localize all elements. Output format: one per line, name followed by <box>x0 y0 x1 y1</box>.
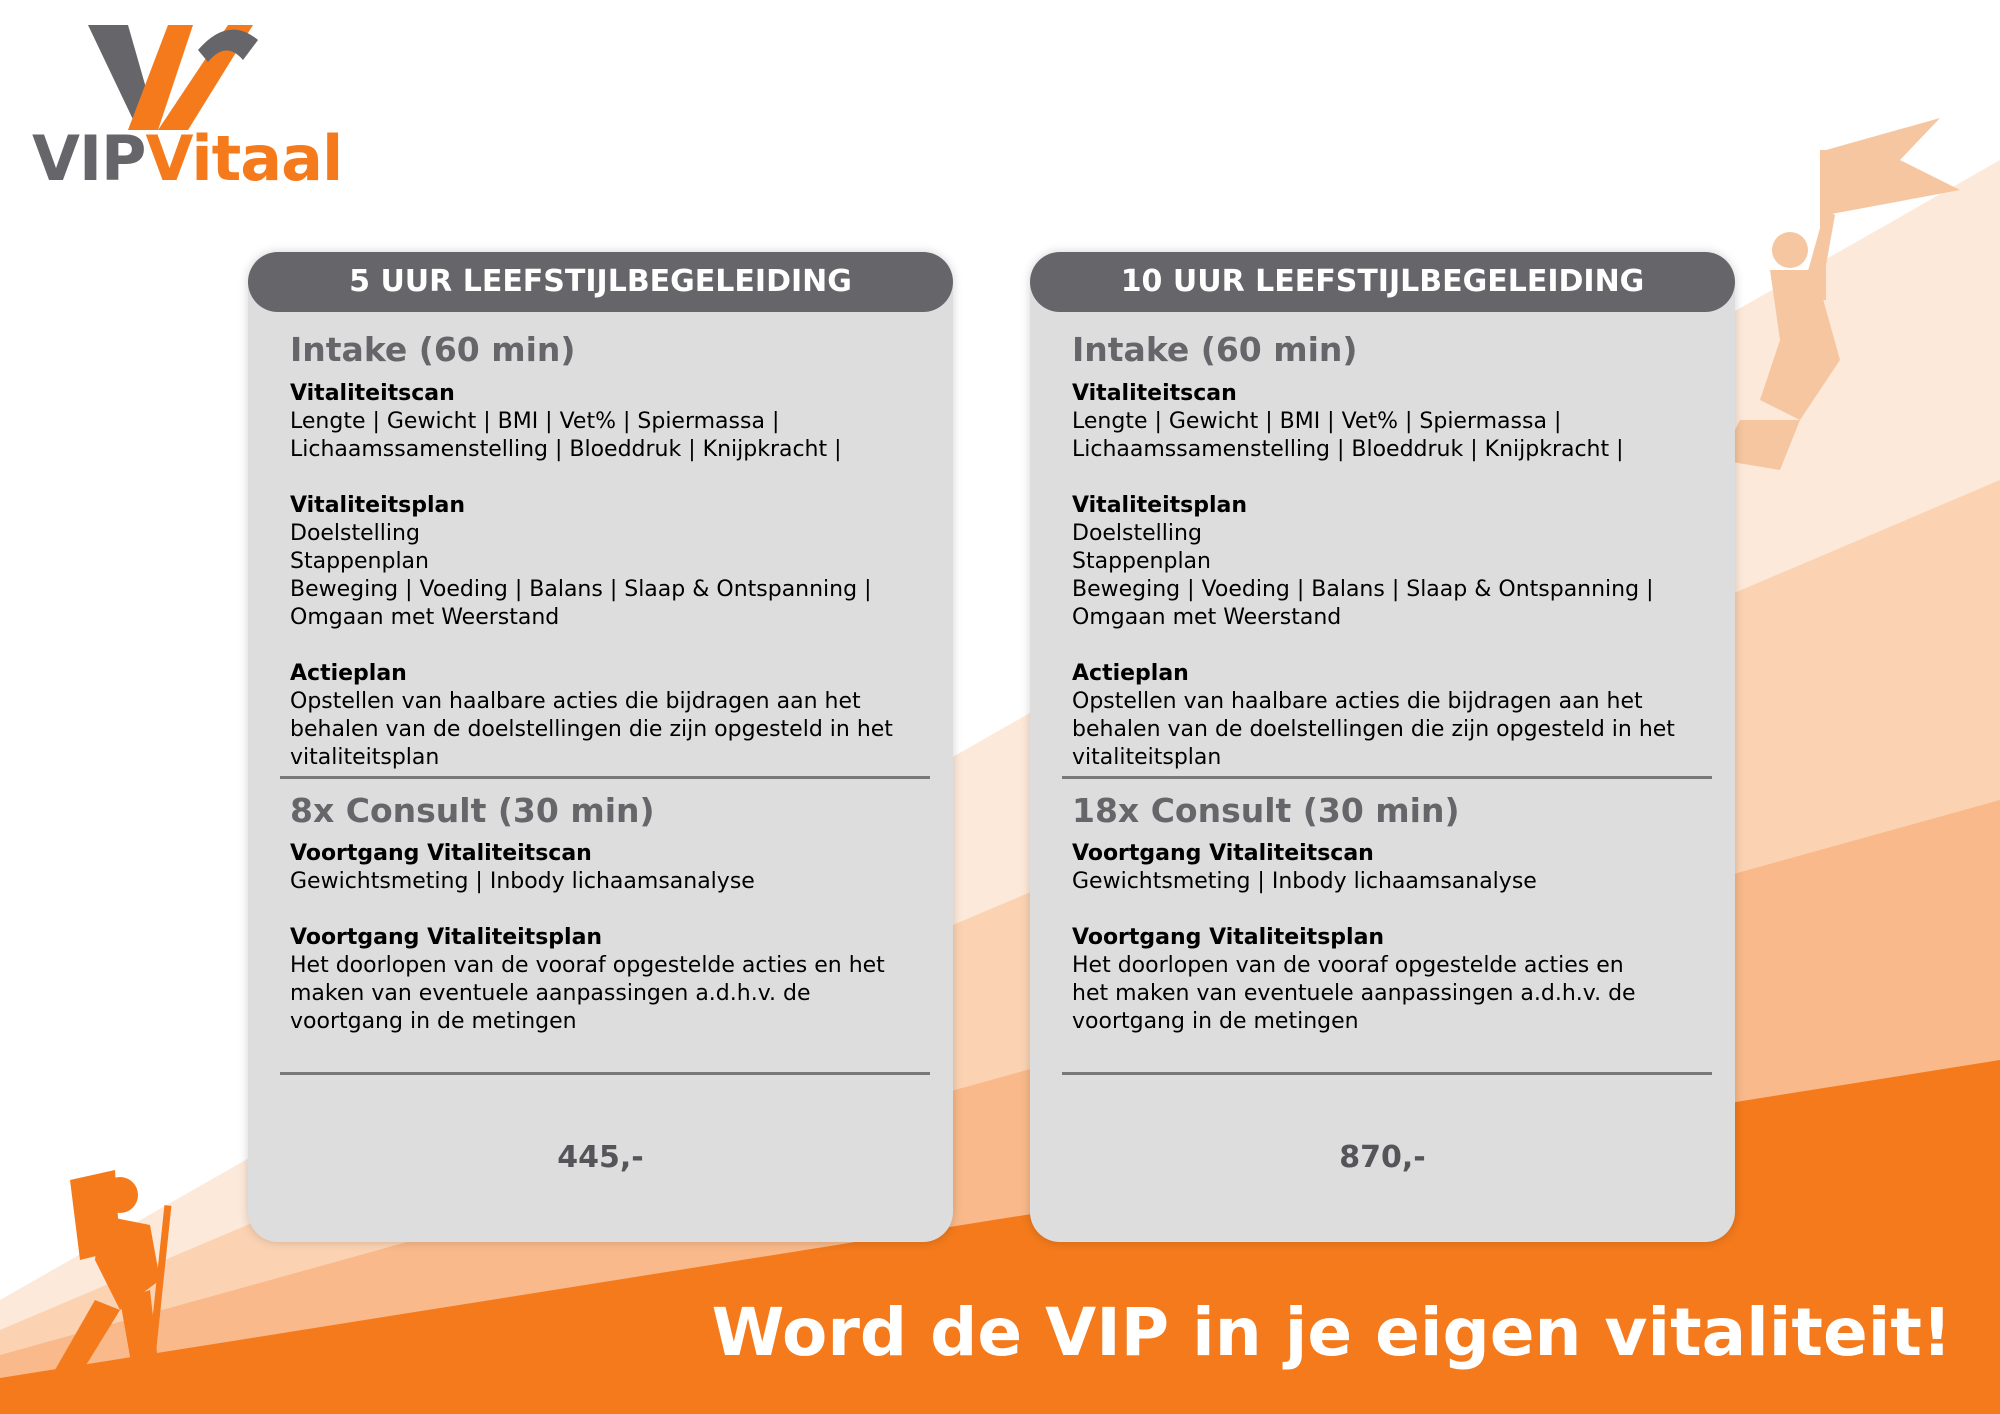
scan-line: Lichaamssamenstelling | Bloeddruk | Knijpkracht | <box>290 436 842 462</box>
card-body <box>290 330 920 1087</box>
package-price: 445,- <box>557 1140 644 1175</box>
plan-line: Omgaan met Weerstand <box>290 604 560 630</box>
progress-scan-title: Voortgang Vitaliteitscan <box>290 841 592 867</box>
scan-title: Vitaliteitscan <box>290 380 455 406</box>
logo-text-vitaal: Vitaal <box>145 122 343 195</box>
action-line: vitaliteitsplan <box>1072 744 1222 770</box>
progress-plan-line: maken van eventuele aanpassingen a.d.h.v. de <box>290 981 811 1007</box>
action-title: Actieplan <box>1072 660 1189 686</box>
plan-line: Stappenplan <box>1072 548 1211 574</box>
progress-plan-line: voortgang in de metingen <box>290 1009 577 1035</box>
card-title: 5 UUR LEEFSTIJLBEGELEIDING <box>248 252 953 312</box>
slogan: Word de VIP in je eigen vitaliteit! <box>711 1294 1952 1371</box>
progress-scan-line: Gewichtsmeting | Inbody lichaamsanalyse <box>1072 869 1537 895</box>
card-title: 10 UUR LEEFSTIJLBEGELEIDING <box>1030 252 1735 312</box>
intake-title: Intake (60 min) <box>290 330 576 369</box>
package-card-5-hours <box>248 252 953 1242</box>
progress-scan-title: Voortgang Vitaliteitscan <box>1072 841 1374 867</box>
scan-line: Lengte | Gewicht | BMI | Vet% | Spiermassa | <box>1072 408 1562 434</box>
action-title: Actieplan <box>290 660 407 686</box>
progress-plan-line: Het doorlopen van de vooraf opgestelde acties en het <box>290 953 885 979</box>
logo-wordmark <box>32 122 343 195</box>
progress-plan-line: voortgang in de metingen <box>1072 1009 1359 1035</box>
scan-title: Vitaliteitscan <box>1072 380 1237 406</box>
plan-title: Vitaliteitsplan <box>290 492 466 518</box>
scan-line: Lengte | Gewicht | BMI | Vet% | Spiermassa | <box>290 408 780 434</box>
progress-plan-title: Voortgang Vitaliteitsplan <box>1072 925 1385 951</box>
divider <box>1062 1072 1712 1075</box>
action-line: Opstellen van haalbare acties die bijdragen aan het <box>290 688 861 714</box>
plan-line: Doelstelling <box>290 520 420 546</box>
plan-title: Vitaliteitsplan <box>1072 492 1248 518</box>
scan-line: Lichaamssamenstelling | Bloeddruk | Knijpkracht | <box>1072 436 1624 462</box>
divider <box>1062 776 1712 779</box>
action-line: behalen van de doelstellingen die zijn opgesteld in het <box>1072 716 1675 742</box>
divider <box>280 776 930 779</box>
plan-line: Stappenplan <box>290 548 429 574</box>
consult-title: 18x Consult (30 min) <box>1072 790 1460 830</box>
progress-plan-line: het maken van eventuele aanpassingen a.d.h.v. de <box>1072 981 1636 1007</box>
intake-title: Intake (60 min) <box>1072 330 1358 369</box>
action-line: behalen van de doelstellingen die zijn opgesteld in het <box>290 716 893 742</box>
logo-text-vip: VIP <box>32 122 146 195</box>
package-card-10-hours <box>1030 252 1735 1242</box>
progress-scan-line: Gewichtsmeting | Inbody lichaamsanalyse <box>290 869 755 895</box>
plan-line: Omgaan met Weerstand <box>1072 604 1342 630</box>
plan-line: Beweging | Voeding | Balans | Slaap & Ontspanning | <box>1072 576 1654 602</box>
action-line: vitaliteitsplan <box>290 744 440 770</box>
action-line: Opstellen van haalbare acties die bijdragen aan het <box>1072 688 1643 714</box>
card-body <box>1072 330 1702 1087</box>
package-price: 870,- <box>1339 1140 1426 1175</box>
plan-line: Beweging | Voeding | Balans | Slaap & Ontspanning | <box>290 576 872 602</box>
plan-line: Doelstelling <box>1072 520 1202 546</box>
divider <box>280 1072 930 1075</box>
progress-plan-title: Voortgang Vitaliteitsplan <box>290 925 603 951</box>
consult-title: 8x Consult (30 min) <box>290 790 655 830</box>
progress-plan-line: Het doorlopen van de vooraf opgestelde acties en <box>1072 953 1624 979</box>
